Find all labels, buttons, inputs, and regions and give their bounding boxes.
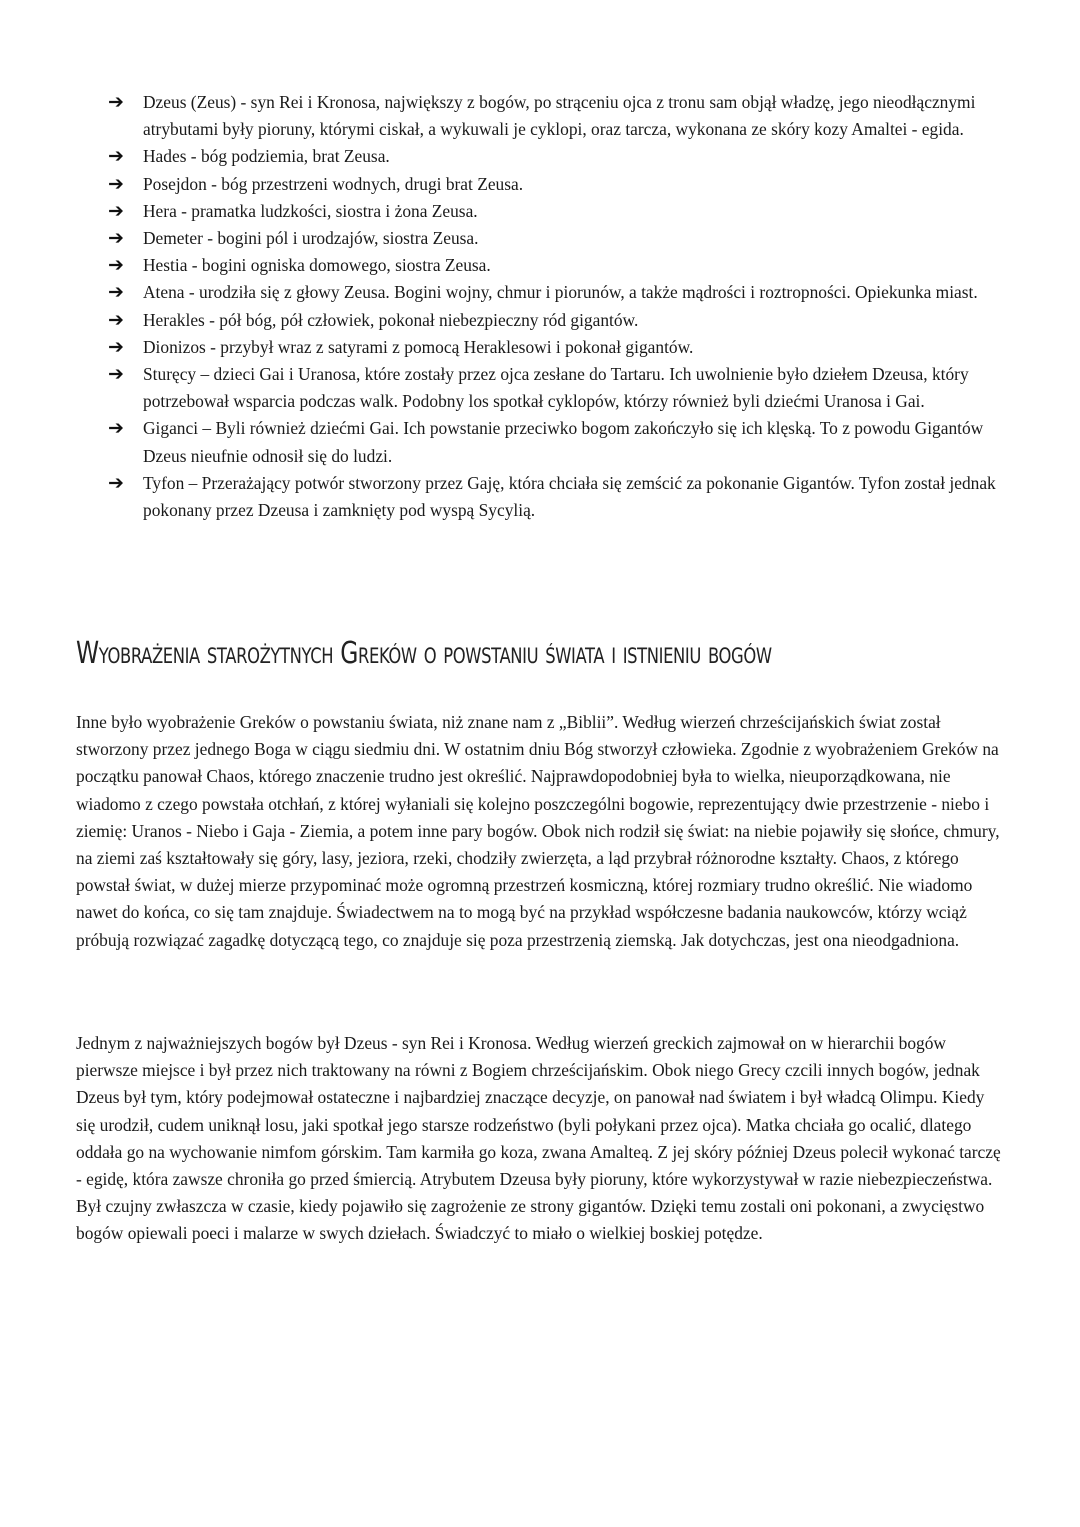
list-item	[108, 198, 1008, 225]
list-item-text: Tyfon – Przerażający potwór stworzony przez Gaję, która chciała się zemścić za pokonanie Gigantów. Tyfon został jednak pokonany przez Dzeusa i zamknięty pod wyspą Sycylią.	[143, 472, 996, 521]
list-item	[108, 89, 1008, 143]
list-item-text: Sturęcy – dzieci Gai i Uranosa, które zostały przez ojca zesłane do Tartaru. Ich uwolnienie było dziełem Dzeusa, który potrzebował wsparcia podczas walk. Podobny los spotkał cyklopów, którzy również byli dziećmi Uranosa i Gai.	[143, 364, 969, 412]
arrow-right-icon: ➔	[108, 335, 124, 358]
list-item	[108, 252, 1008, 279]
list-item	[108, 334, 1008, 361]
list-item	[108, 143, 1008, 170]
list-item-text: Posejdon - bóg przestrzeni wodnych, drugi brat Zeusa.	[143, 173, 524, 194]
list-item-text: Dionizos - przybył wraz z satyrami z pomocą Heraklesowi i pokonał gigantów.	[143, 336, 694, 357]
arrow-right-icon: ➔	[108, 254, 124, 277]
list-item-text: Atena - urodziła się z głowy Zeusa. Bogini wojny, chmur i piorunów, a także mądrości i roztropności. Opiekunka miast.	[143, 282, 978, 303]
list-item	[108, 279, 1008, 306]
list-item	[108, 307, 1008, 334]
paragraph-creation-of-world: Inne było wyobrażenie Greków o powstaniu świata, niż znane nam z „Biblii”. Według wierzeń chrześcijańskich świat został stworzony przez jednego Boga w ciągu siedmiu dni. W ostatnim dniu Bóg stworzył człowieka. Zgodnie z wyobrażeniem Greków na początku panował Chaos, którego znaczenie trudno jest określić. Najprawdopodobniej była to wielka, nieuporządkowana, nie wiadomo z czego powstała otchłań, z której wyłaniali się kolejno poszczególni bogowie, reprezentujący dwie przestrzenie - niebo i ziemię: Uranos - Niebo i Gaja - Ziemia, a potem inne pary bogów. Obok nich rodził się świat: na niebie pojawiły się słońce, chmury, na ziemi zaś kształtowały się góry, lasy, jeziora, rzeki, chodziły zwierzęta, a ląd przybrał różnorodne kształty. Chaos, z którego powstał świat, w dużej mierze przypominać może ogromną przestrzeń kosmiczną, której rozmiary trudno określić. Nie wiadomo nawet do końca, co się tam znajduje. Świadectwem na to mogą być na przykład współczesne badania naukowców, którzy wciąż próbują rozwiązać zagadkę dotyczącą tego, co znajduje się poza przestrzenią ziemską. Jak dotychczas, jest ona nieodgadniona.	[76, 712, 1000, 950]
arrow-right-icon: ➔	[108, 145, 124, 168]
list-item-text: Hades - bóg podziemia, brat Zeusa.	[143, 146, 390, 167]
arrow-right-icon: ➔	[108, 363, 124, 386]
list-item	[108, 470, 1008, 524]
list-item-text: Herakles - pół bóg, pół człowiek, pokonał niebezpieczny ród gigantów.	[143, 309, 639, 330]
list-item	[108, 415, 1008, 469]
arrow-right-icon: ➔	[108, 172, 124, 195]
list-item-text: Demeter - bogini pól i urodzajów, siostra Zeusa.	[143, 228, 479, 249]
paragraph-zeus: Jednym z najważniejszych bogów był Dzeus - syn Rei i Kronosa. Według wierzeń greckich zajmował on w hierarchii bogów pierwsze miejsce i był przez nich traktowany na równi z Bogiem chrześcijańskim. Obok niego Grecy czcili innych bogów, jednak Dzeus był tym, który podejmował ostateczne i najbardziej znaczące decyzje, on panował nad światem i był władcą Olimpu. Kiedy się urodził, cudem uniknął losu, jaki spotkał jego starsze rodzeństwo (byli połykani przez ojca). Matka chciała go ocalić, dlatego oddała go na wychowanie nimfom górskim. Tam karmiła go koza, zwana Amalteą. Z jej skóry później Dzeus polecił wykonać tarczę - egidę, która zawsze chroniła go przed śmiercią. Atrybutem Dzeusa były pioruny, które wykorzystywał w razie niebezpieczeństwa. Był czujny zwłaszcza w czasie, kiedy pojawiło się zagrożenie ze strony gigantów. Dzięki temu zostali oni pokonani, a zwycięstwo bogów opiewali poeci i malarze w swych dziełach. Świadczyć to miało o wielkiej boskiej potędze.	[76, 1033, 1001, 1244]
list-item	[108, 225, 1008, 252]
arrow-right-icon: ➔	[108, 199, 124, 222]
arrow-right-icon: ➔	[108, 91, 124, 113]
list-item	[108, 361, 1008, 415]
arrow-right-icon: ➔	[108, 471, 124, 494]
arrow-right-icon: ➔	[108, 281, 124, 304]
arrow-right-icon: ➔	[108, 308, 124, 331]
list-item-text: Hera - pramatka ludzkości, siostra i żona Zeusa.	[143, 200, 478, 221]
list-item	[108, 171, 1008, 198]
gods-bullet-list	[108, 89, 1008, 524]
list-item-text: Giganci – Byli również dziećmi Gai. Ich powstanie przeciwko bogom zakończyło się ich klęską. To z powodu Gigantów Dzeus nieufnie odnosił się do ludzi.	[143, 418, 984, 466]
list-item-text: Hestia - bogini ogniska domowego, siostra Zeusa.	[143, 255, 491, 276]
arrow-right-icon: ➔	[108, 417, 124, 440]
list-item-text: Dzeus (Zeus) - syn Rei i Kronosa, największy z bogów, po strąceniu ojca z tronu sam objął władzę, jego nieodłącznymi atrybutami były pioruny, którymi ciskał, a wykuwali je cyklopi, oraz tarcza, wykonana ze skóry kozy Amaltei - egida.	[143, 92, 976, 140]
section-heading: Wyobrażenia starożytnych Greków o powstaniu świata i istnieniu bogów	[76, 636, 772, 671]
arrow-right-icon: ➔	[108, 227, 124, 250]
